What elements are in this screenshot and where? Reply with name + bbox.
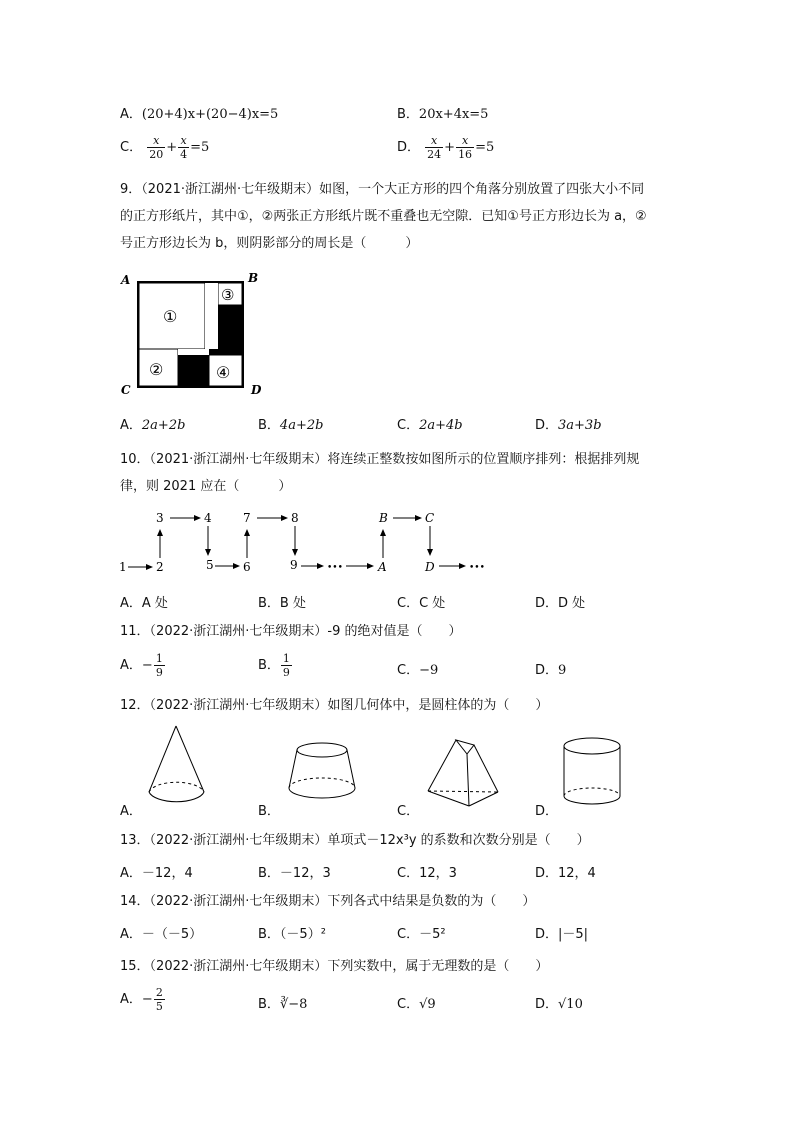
q10-option-a[interactable] [120,592,168,611]
question-10-stem [120,446,680,500]
option-label: D． [535,663,559,678]
num-3: 3 [156,511,164,525]
num-1: 1 [119,560,127,574]
q8-option-a[interactable] [120,103,278,122]
option-label: A． [120,992,142,1007]
option-text: B 处 [279,596,306,611]
option-text: ∛−8 [279,997,308,1012]
q11-option-b[interactable] [258,652,293,679]
q13-option-a[interactable] [120,862,193,881]
option-text: （－5）² [279,927,326,942]
question-13-stem: 13．（2022·浙江湖州·七年级期末）单项式－12x³y 的系数和次数分别是（ ） [120,833,590,848]
label-c: C [425,511,435,525]
corner-label-d: D [251,383,262,397]
gap-white [205,283,218,349]
equation-rhs: =5 [475,140,495,155]
option-label: B． [258,866,280,881]
option-label: B． [258,658,280,673]
q15-option-b[interactable] [258,993,307,1012]
option-text: 4a+2b [279,418,324,433]
stem-line: 号正方形边长为 b，则阴影部分的周长是（ ） [120,236,419,251]
question-12-stem: 12．（2022·浙江湖州·七年级期末）如图几何体中，是圆柱体的为（ ） [120,698,549,713]
num-7: 7 [243,511,251,525]
stem-line: 的正方形纸片，其中①，②两张正方形纸片既不重叠也无空隙．已知①号正方形边长为 a，② [120,209,647,224]
option-label: C． [397,997,420,1012]
q9-option-d[interactable] [535,414,602,433]
option-text: −9 [419,663,439,678]
option-label: D． [535,418,559,433]
q14-option-d[interactable] [535,923,588,942]
corner-label-b: B [248,271,259,285]
q9-square-figure [118,268,268,398]
option-label: A． [120,418,142,433]
fraction: $\frac{x}{16}$ [458,134,473,161]
question-14-stem: 14．（2022·浙江湖州·七年级期末）下列各式中结果是负数的为（ ） [120,894,536,909]
q12-option-a[interactable]: A． [120,804,142,819]
option-text: 3a+3b [558,418,602,433]
q10-option-c[interactable] [397,592,445,611]
label-b: B [379,511,388,525]
option-label: D． [535,596,559,611]
option-text: －12，3 [279,866,331,881]
plus-sign: + [444,140,456,155]
label-3: ③ [221,286,235,304]
q12-option-b[interactable]: B． [258,804,280,819]
option-label: A． [120,596,142,611]
option-label: A． [120,107,142,122]
option-label: B． [258,418,280,433]
fraction: $\frac{x}{24}$ [427,134,442,161]
q12-option-c[interactable]: C． [397,804,420,819]
num-2: 2 [156,560,164,574]
q11-option-a[interactable] [120,652,166,679]
dots-1: ••• [327,563,343,573]
option-text: 9 [558,663,567,678]
fraction: $\frac{x}{4}$ [180,134,188,161]
option-text: 12，4 [558,866,596,881]
q10-number-pattern-figure [115,505,515,580]
prism-figure [424,738,504,810]
corner-label-a: A [121,273,131,287]
q15-option-d[interactable] [535,993,583,1012]
option-label: C． [397,927,420,942]
option-label: D． [535,866,559,881]
stem-line: 律，则 2021 应在（ ） [120,479,292,494]
option-label: D． [535,997,559,1012]
option-text: C 处 [419,596,446,611]
q8-option-d[interactable] [397,134,494,161]
question-15-stem: 15．（2022·浙江湖州·七年级期末）下列实数中，属于无理数的是（ ） [120,959,549,974]
option-label: C． [397,418,420,433]
stem-line: 9．（2021·浙江湖州·七年级期末）如图，一个大正方形的四个角落分别放置了四张大小不同 [120,182,645,197]
option-label: C． [397,663,420,678]
q13-option-c[interactable] [397,862,457,881]
option-text: D 处 [558,596,586,611]
option-label: C． [397,866,420,881]
option-text: －（－5） [141,927,203,942]
q10-option-b[interactable] [258,592,306,611]
q14-option-b[interactable] [258,923,326,942]
q11-option-d[interactable] [535,659,566,678]
option-label: D． [535,927,559,942]
label-a: A [378,560,387,574]
q15-option-c[interactable] [397,993,436,1012]
fraction: $\frac{x}{20}$ [149,134,164,161]
num-6: 6 [243,560,251,574]
option-label: C． [397,596,420,611]
equation-rhs: =5 [190,140,210,155]
fraction: $\frac{1}{9}$ [282,652,290,679]
option-label: D． [397,140,421,155]
cone-figure [145,724,209,810]
num-8: 8 [291,511,299,525]
num-9: 9 [290,558,298,572]
option-text: －12，4 [141,866,193,881]
frustum-figure [285,740,360,806]
q9-option-b[interactable] [258,414,323,433]
q14-option-a[interactable] [120,923,202,942]
gap-white-2 [178,349,209,355]
option-text: 12，3 [419,866,457,881]
option-label: B． [397,107,419,122]
q15-option-a[interactable] [120,986,166,1013]
option-label: B． [258,997,280,1012]
minus-sign: − [141,658,153,673]
q9-option-a[interactable] [120,414,185,433]
option-text: √10 [558,997,583,1012]
option-text: √9 [419,997,436,1012]
fraction: $\frac{1}{9}$ [155,652,163,679]
fraction: $\frac{2}{5}$ [155,986,163,1013]
option-expression: (20+4)x+(20−4)x=5 [141,107,279,122]
option-text: －5² [419,927,446,942]
q9-option-c[interactable] [397,414,463,433]
option-label: C． [120,140,143,155]
label-d: D [425,560,435,574]
question-11-stem: 11．（2022·浙江湖州·七年级期末）-9 的绝对值是（ ） [120,624,462,639]
num-4: 4 [204,511,212,525]
option-expression: 20x+4x=5 [418,107,489,122]
option-label: A． [120,866,142,881]
q13-option-b[interactable] [258,862,331,881]
option-text: 2a+2b [141,418,186,433]
corner-label-c: C [121,383,131,397]
option-text: |－5| [558,927,589,942]
question-9-stem [120,176,680,257]
option-text: A 处 [141,596,168,611]
label-4: ④ [216,363,231,382]
q8-option-c[interactable] [120,134,209,161]
option-label: A． [120,658,142,673]
label-2: ② [149,360,164,379]
option-text: 2a+4b [419,418,463,433]
option-label: B． [258,596,280,611]
option-label: B． [258,927,280,942]
minus-sign: − [141,992,153,1007]
option-label: A． [120,927,142,942]
label-1: ① [163,307,178,326]
q11-option-c[interactable] [397,659,438,678]
num-5: 5 [206,558,214,572]
q13-option-d[interactable] [535,862,596,881]
stem-line: 10．（2021·浙江湖州·七年级期末）将连续正整数按如图所示的位置顺序排列：根据排列规 [120,452,640,467]
dots-2: ••• [469,563,485,573]
q14-option-c[interactable] [397,923,446,942]
plus-sign: + [166,140,178,155]
cylinder-figure [560,736,624,810]
q10-option-d[interactable] [535,592,585,611]
q8-option-b[interactable] [397,103,488,122]
q12-option-d[interactable]: D． [535,804,559,819]
